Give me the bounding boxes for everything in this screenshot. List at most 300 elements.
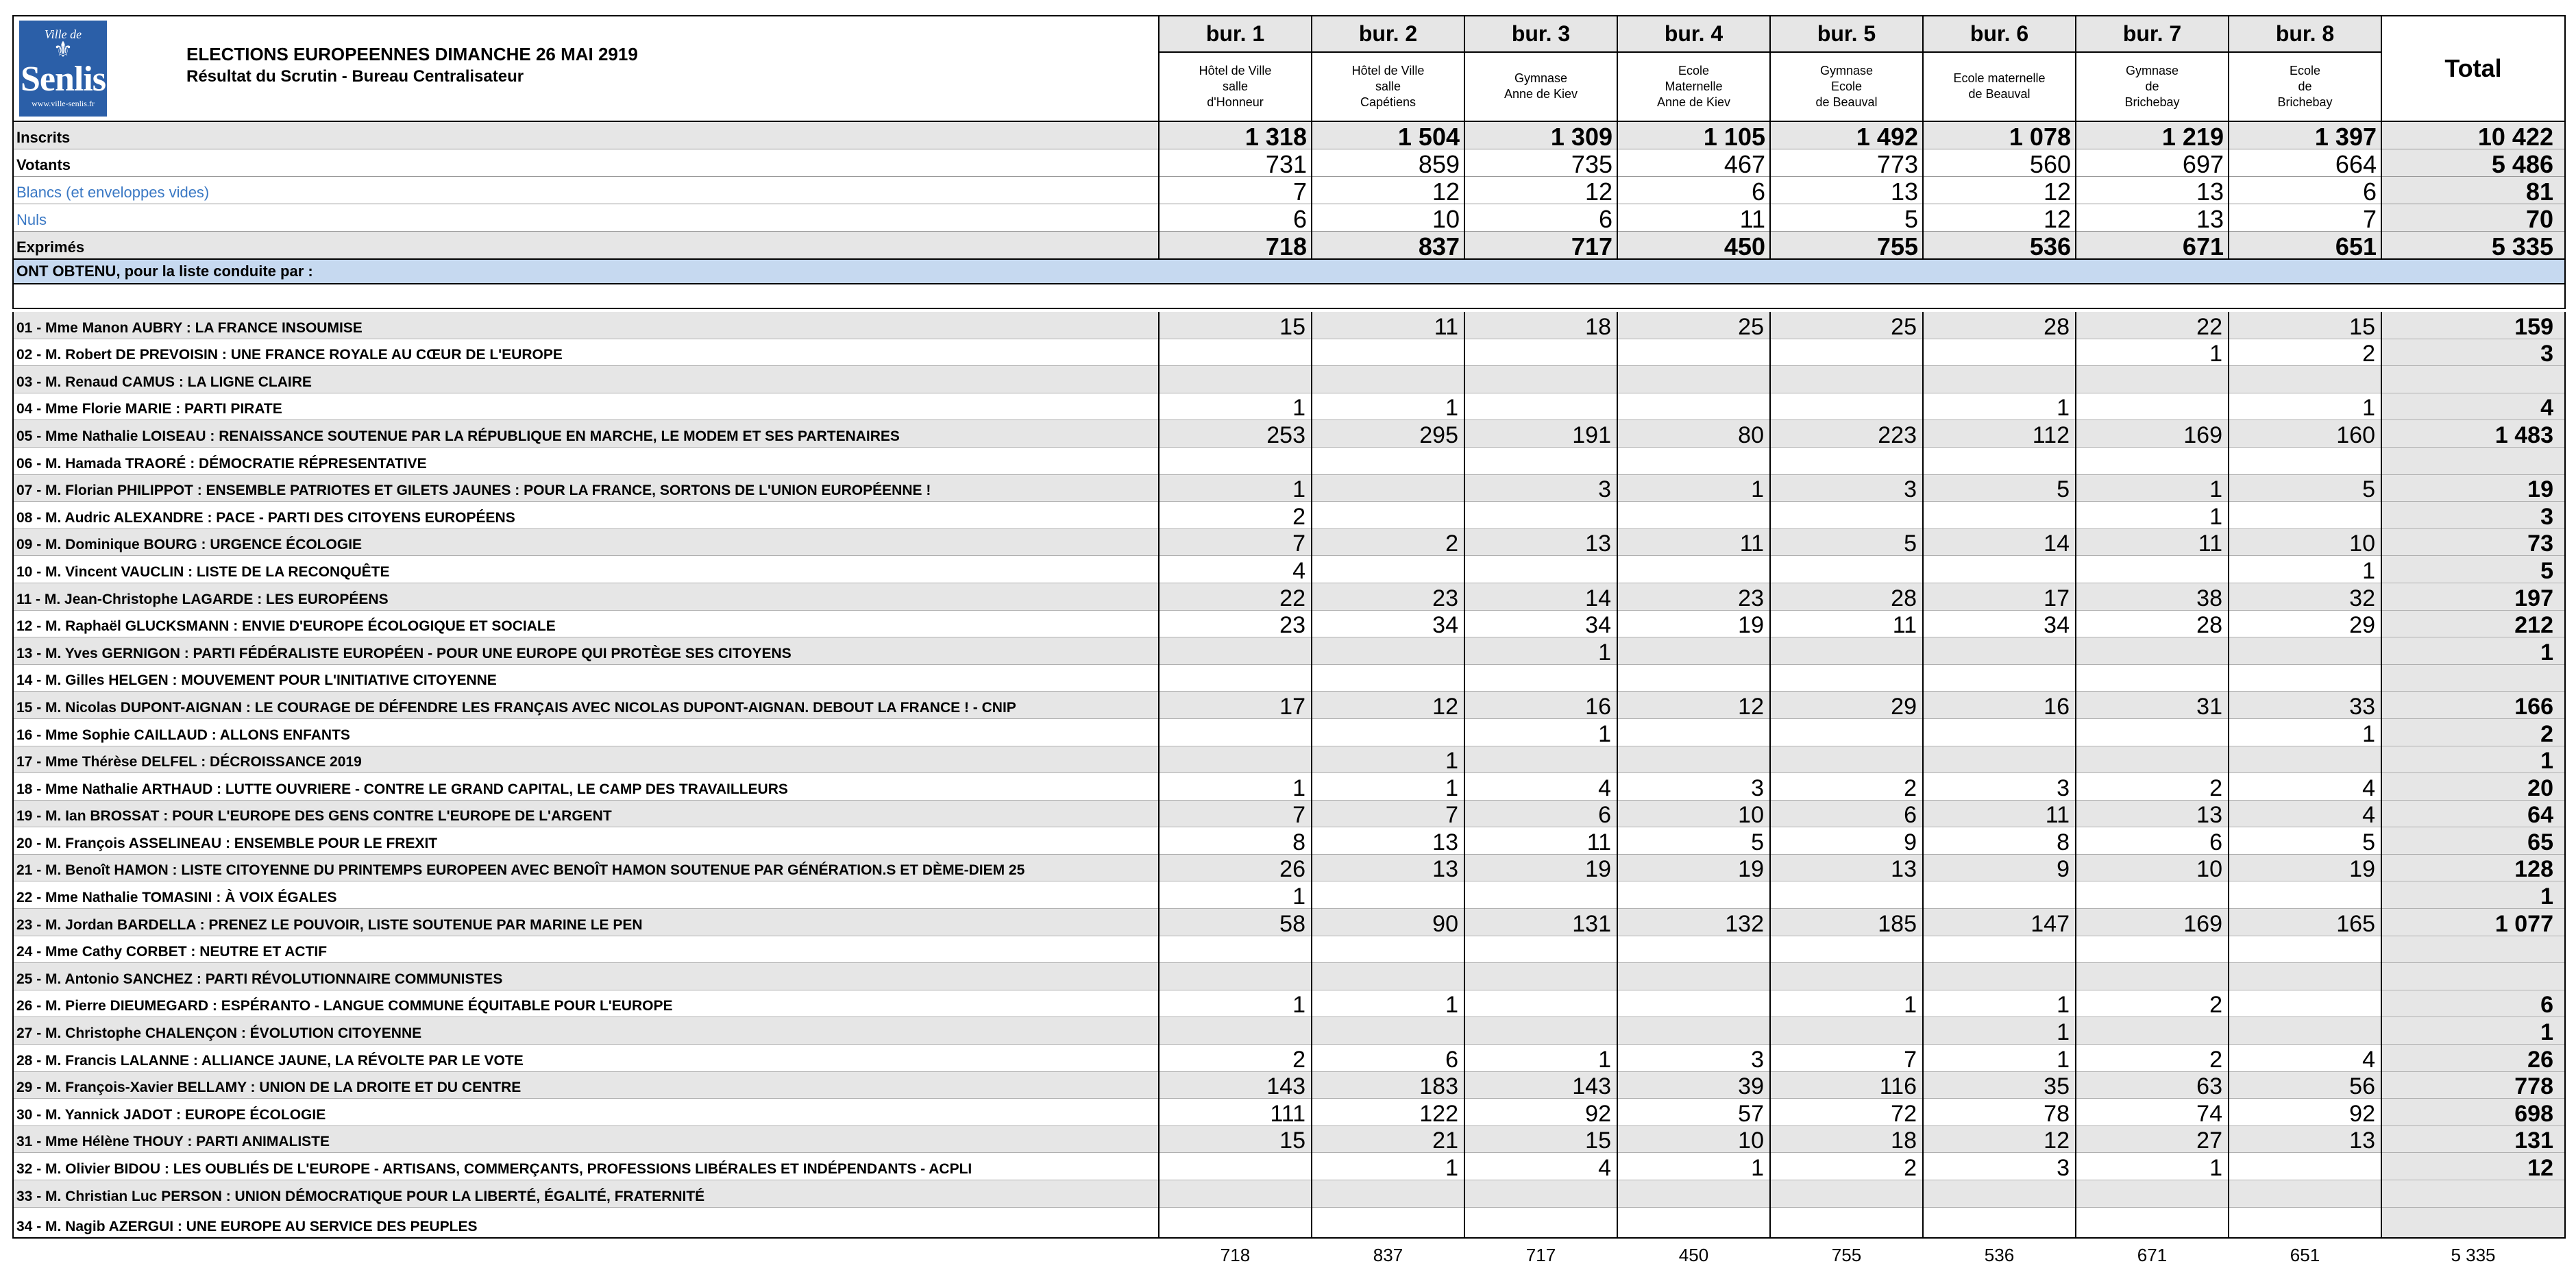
candidate-value [2076, 664, 2229, 692]
candidate-value [1923, 447, 2076, 474]
candidate-value: 14 [1923, 528, 2076, 556]
candidate-value: 23 [1312, 583, 1464, 610]
candidate-total: 778 [2381, 1071, 2565, 1099]
candidate-value [1312, 339, 1464, 366]
candidate-value [1464, 990, 1617, 1017]
candidate-row [13, 881, 2565, 909]
candidate-value: 1 [1312, 393, 1464, 420]
candidate-value [1312, 447, 1464, 474]
candidate-value: 1 [2229, 556, 2381, 583]
candidate-total: 1 483 [2381, 420, 2565, 448]
candidate-label: 30 - M. Yannick JADOT : EUROPE ÉCOLOGIE [13, 1099, 1159, 1126]
candidate-total: 64 [2381, 800, 2565, 827]
bureau-place-line: Capétiens [1360, 95, 1416, 109]
candidate-value: 35 [1923, 1071, 2076, 1099]
candidate-value [1617, 1207, 1770, 1238]
candidate-value: 23 [1159, 610, 1312, 637]
candidate-value: 15 [1464, 1125, 1617, 1153]
candidate-row [13, 1153, 2565, 1180]
candidate-value [1312, 963, 1464, 990]
candidate-value [1159, 637, 1312, 665]
footer-total-value: 717 [1525, 1244, 1556, 1265]
candidate-value [2229, 664, 2381, 692]
bureau-place-line: Brichebay [2124, 95, 2180, 109]
summary-total: 5 335 [2381, 232, 2565, 260]
bureau-name-5: bur. 5 [1770, 16, 1923, 52]
candidate-total: 1 077 [2381, 909, 2565, 936]
summary-value: 755 [1770, 232, 1923, 260]
candidate-value: 111 [1159, 1099, 1312, 1126]
candidate-total: 159 [2381, 312, 2565, 339]
candidate-label: 32 - M. Olivier BIDOU : LES OUBLIÉS DE L'EUROPE - ARTISANS, COMMERÇANTS, PROFESSIONS LIBÉRALES ET INDÉPENDANTS - ACPLI [13, 1153, 1159, 1180]
candidate-value: 17 [1159, 692, 1312, 719]
candidate-value [1770, 1180, 1923, 1208]
candidate-value [1923, 556, 2076, 583]
candidate-value [1617, 366, 1770, 393]
bureau-place-line: Ecole maternelle [1953, 71, 2046, 86]
candidate-label: 04 - Mme Florie MARIE : PARTI PIRATE [13, 393, 1159, 420]
candidate-value [1617, 936, 1770, 963]
candidate-value [1617, 990, 1770, 1017]
candidate-value [2229, 1180, 2381, 1208]
candidate-value [1770, 339, 1923, 366]
candidate-value [2076, 393, 2229, 420]
total-column-header: Total [2381, 16, 2565, 121]
candidate-label: 28 - M. Francis LALANNE : ALLIANCE JAUNE, LA RÉVOLTE PAR LE VOTE [13, 1045, 1159, 1072]
candidate-label: 08 - M. Audric ALEXANDRE : PACE - PARTI DES CITOYENS EUROPÉENS [13, 502, 1159, 529]
candidate-value [1464, 502, 1617, 529]
bureau-place-line: d'Honneur [1207, 95, 1264, 109]
candidate-value: 92 [2229, 1099, 2381, 1126]
candidate-value: 1 [1464, 1045, 1617, 1072]
candidate-row [13, 393, 2565, 420]
candidate-value [1923, 637, 2076, 665]
candidate-value: 58 [1159, 909, 1312, 936]
summary-value: 1 492 [1770, 121, 1923, 149]
candidate-value: 57 [1617, 1099, 1770, 1126]
candidate-label: 25 - M. Antonio SANCHEZ : PARTI RÉVOLUTIONNAIRE COMMUNISTES [13, 963, 1159, 990]
summary-value: 697 [2076, 149, 2229, 177]
candidate-value: 2 [2229, 339, 2381, 366]
candidate-total: 1 [2381, 746, 2565, 773]
candidate-value: 1 [1159, 990, 1312, 1017]
candidate-total: 65 [2381, 827, 2565, 855]
summary-value: 718 [1159, 232, 1312, 260]
summary-value: 12 [1464, 177, 1617, 204]
candidate-row [13, 718, 2565, 746]
summary-value: 1 504 [1312, 121, 1464, 149]
candidate-value [1464, 1017, 1617, 1045]
spacer-row [13, 284, 2565, 308]
candidate-value: 1 [1464, 718, 1617, 746]
summary-label: Votants [13, 149, 1159, 177]
summary-value: 671 [2076, 232, 2229, 260]
candidate-row [13, 936, 2565, 963]
summary-row [13, 149, 2565, 177]
candidate-value [2076, 746, 2229, 773]
summary-value: 717 [1464, 232, 1617, 260]
candidate-value: 1 [2229, 393, 2381, 420]
candidate-value [1770, 366, 1923, 393]
candidate-value: 32 [2229, 583, 2381, 610]
candidate-value: 122 [1312, 1099, 1464, 1126]
bureau-name-3: bur. 3 [1464, 16, 1617, 52]
bureau-place-line: salle [1375, 79, 1401, 93]
candidate-label: 06 - M. Hamada TRAORÉ : DÉMOCRATIE RÉPRESENTATIVE [13, 447, 1159, 474]
summary-value: 6 [2229, 177, 2381, 204]
candidate-value [1159, 664, 1312, 692]
candidate-value: 3 [1770, 474, 1923, 502]
summary-total: 81 [2381, 177, 2565, 204]
candidate-value: 2 [2076, 990, 2229, 1017]
candidate-value [2076, 556, 2229, 583]
candidate-value [1312, 637, 1464, 665]
candidate-value: 3 [1464, 474, 1617, 502]
candidate-value: 169 [2076, 909, 2229, 936]
candidate-value: 2 [1770, 773, 1923, 801]
summary-value: 6 [1617, 177, 1770, 204]
candidate-value [1617, 556, 1770, 583]
candidate-label: 17 - Mme Thérèse DELFEL : DÉCROISSANCE 2019 [13, 746, 1159, 773]
candidate-value: 56 [2229, 1071, 2381, 1099]
candidate-total: 20 [2381, 773, 2565, 801]
candidate-total: 131 [2381, 1125, 2565, 1153]
candidate-total: 3 [2381, 502, 2565, 529]
candidate-label: 03 - M. Renaud CAMUS : LA LIGNE CLAIRE [13, 366, 1159, 393]
candidate-label: 01 - Mme Manon AUBRY : LA FRANCE INSOUMISE [13, 312, 1159, 339]
candidate-value [1770, 556, 1923, 583]
candidate-row [13, 1099, 2565, 1126]
candidate-value: 1 [1312, 1153, 1464, 1180]
candidate-value: 143 [1159, 1071, 1312, 1099]
summary-value: 735 [1464, 149, 1617, 177]
candidate-value: 18 [1464, 312, 1617, 339]
bureau-name-1: bur. 1 [1159, 16, 1312, 52]
candidate-label: 02 - M. Robert DE PREVOISIN : UNE FRANCE ROYALE AU CŒUR DE L'EUROPE [13, 339, 1159, 366]
candidate-value: 29 [1770, 692, 1923, 719]
candidate-row [13, 366, 2565, 393]
candidate-total: 1 [2381, 637, 2565, 665]
candidate-value [1464, 339, 1617, 366]
candidate-value: 11 [1464, 827, 1617, 855]
candidate-value [2229, 936, 2381, 963]
bureau-place-line: de [2145, 79, 2159, 93]
bureau-place-5 [1770, 52, 1923, 121]
candidate-label: 09 - M. Dominique BOURG : URGENCE ÉCOLOGIE [13, 528, 1159, 556]
candidate-value: 33 [2229, 692, 2381, 719]
candidate-label: 21 - M. Benoît HAMON : LISTE CITOYENNE DU PRINTEMPS EUROPEEN AVEC BENOÎT HAMON SOUTENUE PAR GÉNÉRATION.S ET DÈME-DIEM 25 [13, 854, 1159, 881]
candidate-row [13, 339, 2565, 366]
candidate-value: 31 [2076, 692, 2229, 719]
candidate-value: 92 [1464, 1099, 1617, 1126]
candidate-value [1923, 1207, 2076, 1238]
candidate-value: 27 [2076, 1125, 2229, 1153]
candidate-value: 223 [1770, 420, 1923, 448]
footer-total-value: 536 [1984, 1244, 2015, 1265]
ont-obtenu-row [13, 259, 2565, 284]
candidate-value: 23 [1617, 583, 1770, 610]
bureau-place-line: Anne de Kiev [1504, 87, 1578, 101]
candidate-row [13, 1125, 2565, 1153]
candidate-row [13, 1071, 2565, 1099]
bureau-place-7 [2076, 52, 2229, 121]
candidate-value [1923, 366, 2076, 393]
candidate-value [1617, 1017, 1770, 1045]
candidate-total [2381, 1180, 2565, 1208]
candidate-value: 28 [1923, 312, 2076, 339]
candidate-value: 11 [2076, 528, 2229, 556]
candidate-value: 4 [2229, 773, 2381, 801]
candidate-value [1617, 502, 1770, 529]
candidate-value [1159, 936, 1312, 963]
candidate-value: 15 [1159, 1125, 1312, 1153]
candidate-value: 7 [1770, 1045, 1923, 1072]
candidate-row [13, 909, 2565, 936]
candidate-value: 4 [2229, 800, 2381, 827]
bureau-name-6: bur. 6 [1923, 16, 2076, 52]
bureau-place-line: Maternelle [1665, 79, 1723, 93]
bureau-place-line: de [2298, 79, 2312, 93]
candidate-total: 698 [2381, 1099, 2565, 1126]
summary-label: Exprimés [13, 232, 1159, 260]
footer-total-value: 837 [1373, 1244, 1403, 1265]
candidate-label: 23 - M. Jordan BARDELLA : PRENEZ LE POUVOIR, LISTE SOUTENUE PAR MARINE LE PEN [13, 909, 1159, 936]
candidate-value: 1 [1923, 990, 2076, 1017]
bureau-place-line: Hôtel de Ville [1199, 63, 1272, 77]
candidate-value: 74 [2076, 1099, 2229, 1126]
candidate-value [1923, 746, 2076, 773]
candidate-value: 112 [1923, 420, 2076, 448]
candidate-value: 7 [1159, 800, 1312, 827]
candidate-row [13, 1017, 2565, 1045]
candidate-row [13, 800, 2565, 827]
bureau-name-4: bur. 4 [1617, 16, 1770, 52]
candidate-value [1770, 963, 1923, 990]
candidate-value: 116 [1770, 1071, 1923, 1099]
candidate-value: 13 [2076, 800, 2229, 827]
candidate-value: 2 [1770, 1153, 1923, 1180]
bureau-place-line: Ecole [1678, 63, 1710, 77]
candidate-value: 26 [1159, 854, 1312, 881]
candidate-value: 78 [1923, 1099, 2076, 1126]
candidate-value [1770, 393, 1923, 420]
candidate-value: 253 [1159, 420, 1312, 448]
candidate-value: 1 [1923, 1017, 2076, 1045]
candidate-value: 1 [1312, 990, 1464, 1017]
candidate-value: 5 [1617, 827, 1770, 855]
footer-total-value: 5 335 [2451, 1244, 2496, 1265]
candidate-value: 9 [1923, 854, 2076, 881]
candidate-value [1923, 339, 2076, 366]
candidate-value [1464, 664, 1617, 692]
candidate-value [1312, 474, 1464, 502]
candidate-total: 26 [2381, 1045, 2565, 1072]
candidate-value [1770, 936, 1923, 963]
candidate-value [1312, 664, 1464, 692]
candidate-value [1464, 393, 1617, 420]
summary-value: 6 [1464, 204, 1617, 232]
candidate-row [13, 1045, 2565, 1072]
candidate-label: 12 - M. Raphaël GLUCKSMANN : ENVIE D'EUROPE ÉCOLOGIQUE ET SOCIALE [13, 610, 1159, 637]
candidate-value: 13 [1312, 827, 1464, 855]
footer-total-value: 450 [1678, 1244, 1709, 1265]
candidate-value: 1 [2076, 1153, 2229, 1180]
candidate-value: 131 [1464, 909, 1617, 936]
bureau-place-line: Brichebay [2277, 95, 2333, 109]
candidate-value: 22 [1159, 583, 1312, 610]
candidate-value: 5 [2229, 827, 2381, 855]
bureau-place-line: Hôtel de Ville [1351, 63, 1425, 77]
candidate-value [1770, 637, 1923, 665]
candidate-value: 165 [2229, 909, 2381, 936]
candidate-value [2076, 881, 2229, 909]
candidate-row [13, 854, 2565, 881]
candidate-value [1312, 1180, 1464, 1208]
candidate-value: 38 [2076, 583, 2229, 610]
candidate-total: 128 [2381, 854, 2565, 881]
footer-total-value: 651 [2290, 1244, 2320, 1265]
summary-value: 467 [1617, 149, 1770, 177]
candidate-value [1770, 718, 1923, 746]
candidate-value: 29 [2229, 610, 2381, 637]
footer-empty-cell [13, 1238, 1159, 1266]
candidate-value [1312, 1017, 1464, 1045]
candidate-value [1312, 936, 1464, 963]
senlis-logo [19, 21, 107, 117]
candidate-value [2229, 447, 2381, 474]
summary-value: 1 309 [1464, 121, 1617, 149]
candidate-total: 1 [2381, 1017, 2565, 1045]
candidate-total: 2 [2381, 718, 2565, 746]
bureau-place-line: salle [1222, 79, 1249, 93]
candidate-value: 143 [1464, 1071, 1617, 1099]
candidate-value: 15 [2229, 312, 2381, 339]
candidate-row [13, 556, 2565, 583]
page-subtitle: Résultat du Scrutin - Bureau Centralisateur [186, 67, 524, 86]
summary-value: 7 [2229, 204, 2381, 232]
summary-value: 1 105 [1617, 121, 1770, 149]
candidate-label: 31 - Mme Hélène THOUY : PARTI ANIMALISTE [13, 1125, 1159, 1153]
footer-total-value: 671 [2137, 1244, 2168, 1265]
candidate-row [13, 447, 2565, 474]
bureau-place-line: Gymnase [2125, 63, 2179, 77]
ont-obtenu-label: ONT OBTENU, pour la liste conduite par : [13, 259, 2565, 284]
candidate-label: 20 - M. François ASSELINEAU : ENSEMBLE POUR LE FREXIT [13, 827, 1159, 855]
candidate-label: 27 - M. Christophe CHALENÇON : ÉVOLUTION CITOYENNE [13, 1017, 1159, 1045]
candidate-total [2381, 366, 2565, 393]
candidate-value [1464, 1180, 1617, 1208]
candidate-label: 22 - Mme Nathalie TOMASINI : À VOIX ÉGALES [13, 881, 1159, 909]
candidate-value [1464, 366, 1617, 393]
candidate-value: 9 [1770, 827, 1923, 855]
candidate-row [13, 312, 2565, 339]
bureau-place-2 [1312, 52, 1464, 121]
bureau-place-4 [1617, 52, 1770, 121]
candidate-value: 17 [1923, 583, 2076, 610]
logo-name-text: Senlis [20, 60, 106, 99]
summary-value: 837 [1312, 232, 1464, 260]
candidate-value: 191 [1464, 420, 1617, 448]
candidate-value [1312, 881, 1464, 909]
candidate-value: 4 [1464, 1153, 1617, 1180]
candidate-value: 1 [2076, 502, 2229, 529]
candidate-value [1770, 502, 1923, 529]
candidate-total: 212 [2381, 610, 2565, 637]
candidate-value: 11 [1312, 312, 1464, 339]
candidate-value [2076, 1207, 2229, 1238]
candidate-value: 22 [2076, 312, 2229, 339]
candidate-label: 11 - M. Jean-Christophe LAGARDE : LES EUROPÉENS [13, 583, 1159, 610]
footer-total-value: 718 [1220, 1244, 1251, 1265]
candidate-total: 73 [2381, 528, 2565, 556]
candidate-value: 3 [1923, 1153, 2076, 1180]
candidate-value [1617, 718, 1770, 746]
candidate-value: 6 [1770, 800, 1923, 827]
summary-value: 12 [1312, 177, 1464, 204]
candidate-row [13, 990, 2565, 1017]
candidate-label: 33 - M. Christian Luc PERSON : UNION DÉMOCRATIQUE POUR LA LIBERTÉ, ÉGALITÉ, FRATERNITÉ [13, 1180, 1159, 1208]
candidate-value [1770, 664, 1923, 692]
bureau-place-line: Gymnase [1514, 71, 1568, 86]
bureau-place-line: de Beauval [1815, 95, 1878, 109]
candidate-value: 4 [2229, 1045, 2381, 1072]
bureau-name-2: bur. 2 [1312, 16, 1464, 52]
candidate-value: 19 [2229, 854, 2381, 881]
candidate-value [2076, 447, 2229, 474]
candidate-value: 16 [1464, 692, 1617, 719]
candidate-label: 07 - M. Florian PHILIPPOT : ENSEMBLE PATRIOTES ET GILETS JAUNES : POUR LA FRANCE, SORTONS DE L'UNION EUROPÉENNE ! [13, 474, 1159, 502]
candidate-value [1312, 366, 1464, 393]
candidate-value [2229, 990, 2381, 1017]
candidate-row [13, 610, 2565, 637]
candidate-value: 8 [1159, 827, 1312, 855]
candidate-label: 24 - Mme Cathy CORBET : NEUTRE ET ACTIF [13, 936, 1159, 963]
candidate-value [1770, 881, 1923, 909]
candidate-value: 13 [1770, 854, 1923, 881]
candidate-value: 185 [1770, 909, 1923, 936]
bureau-place-line: Ecole [1830, 79, 1863, 93]
candidate-value [1159, 963, 1312, 990]
candidate-value: 6 [1464, 800, 1617, 827]
summary-value: 5 [1770, 204, 1923, 232]
candidate-value [2229, 1207, 2381, 1238]
spacer-cell [13, 284, 2565, 308]
candidate-value: 1 [2076, 474, 2229, 502]
candidate-value: 21 [1312, 1125, 1464, 1153]
candidate-value [2076, 936, 2229, 963]
summary-value: 773 [1770, 149, 1923, 177]
candidate-total: 166 [2381, 692, 2565, 719]
candidate-value [1464, 746, 1617, 773]
candidate-value: 3 [1923, 773, 2076, 801]
candidate-value: 1 [1923, 1045, 2076, 1072]
summary-total: 5 486 [2381, 149, 2565, 177]
candidate-value: 28 [2076, 610, 2229, 637]
bureau-place-8 [2229, 52, 2381, 121]
candidate-row [13, 692, 2565, 719]
candidate-value: 90 [1312, 909, 1464, 936]
candidate-value [1923, 1180, 2076, 1208]
candidate-value: 147 [1923, 909, 2076, 936]
page-title: ELECTIONS EUROPEENNES DIMANCHE 26 MAI 2919 [186, 44, 638, 64]
bureau-place-6 [1923, 52, 2076, 121]
candidate-value [1770, 447, 1923, 474]
candidate-value: 1 [1617, 474, 1770, 502]
candidate-value: 13 [1464, 528, 1617, 556]
summary-total: 70 [2381, 204, 2565, 232]
candidate-total: 1 [2381, 881, 2565, 909]
candidate-value: 34 [1923, 610, 2076, 637]
